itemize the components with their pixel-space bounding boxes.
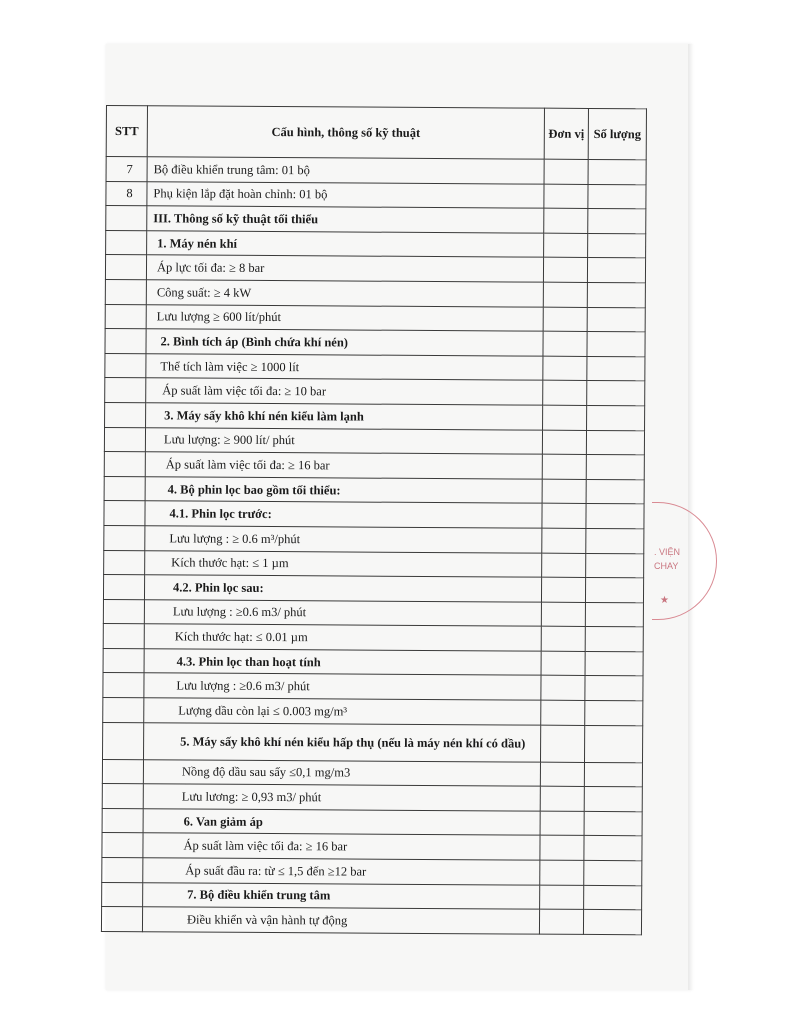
row-unit bbox=[540, 860, 584, 885]
row-qty bbox=[584, 860, 642, 885]
table-row bbox=[103, 673, 643, 701]
row-spec-text: 5. Máy sấy khô khí nén kiểu hấp thụ (nếu là máy nén khí có dầu) bbox=[144, 722, 541, 761]
row-unit bbox=[540, 786, 584, 811]
row-unit bbox=[542, 553, 586, 578]
row-unit bbox=[542, 430, 586, 455]
row-stt: 7 bbox=[106, 157, 147, 182]
row-qty bbox=[588, 184, 646, 209]
row-qty bbox=[584, 787, 642, 812]
row-qty bbox=[585, 627, 643, 652]
row-stt bbox=[105, 304, 146, 329]
table-row bbox=[104, 427, 644, 455]
row-unit bbox=[543, 331, 587, 356]
row-stt bbox=[102, 808, 143, 833]
table-row bbox=[106, 157, 646, 185]
row-spec-text: 2. Bình tích áp (Bình chứa khí nén) bbox=[146, 329, 543, 356]
row-qty bbox=[588, 159, 646, 184]
row-qty bbox=[587, 258, 645, 283]
row-unit bbox=[541, 651, 585, 676]
row-spec-text: Lưu lượng : ≥0.6 m3/ phút bbox=[144, 673, 541, 700]
table-row bbox=[105, 329, 645, 357]
row-unit bbox=[540, 762, 584, 787]
table-row bbox=[103, 575, 643, 603]
table-row bbox=[104, 476, 644, 504]
row-spec-text: 7. Bộ điều khiển trung tâm bbox=[143, 882, 540, 909]
table-row bbox=[105, 304, 645, 332]
row-spec-text: III. Thông số kỹ thuật tối thiểu bbox=[147, 206, 544, 233]
spec-table bbox=[101, 105, 647, 935]
row-unit bbox=[544, 233, 588, 258]
table-row bbox=[102, 882, 642, 910]
row-unit bbox=[543, 381, 587, 406]
stamp-text-2: CHAY bbox=[654, 561, 679, 571]
row-spec-text: 1. Máy nén khí bbox=[147, 231, 544, 258]
row-qty bbox=[586, 430, 644, 455]
header-qty: Số lượng bbox=[588, 108, 646, 159]
table-row bbox=[102, 858, 642, 886]
row-qty bbox=[585, 602, 643, 627]
row-qty bbox=[587, 381, 645, 406]
row-stt bbox=[105, 378, 146, 403]
table-row bbox=[106, 181, 646, 209]
stamp-text-1: . VIỆN bbox=[654, 547, 681, 557]
row-unit bbox=[543, 282, 587, 307]
row-stt bbox=[104, 525, 145, 550]
row-unit bbox=[544, 159, 588, 184]
row-qty bbox=[584, 725, 642, 762]
table-row bbox=[103, 722, 643, 762]
table-body bbox=[101, 157, 646, 935]
row-spec-text: 4.1. Phin lọc trước: bbox=[145, 501, 542, 528]
row-qty bbox=[587, 307, 645, 332]
row-stt bbox=[101, 907, 142, 932]
row-qty bbox=[583, 910, 641, 935]
row-spec-text: Lưu lương: ≥ 0,93 m3/ phút bbox=[143, 784, 540, 811]
row-qty bbox=[585, 651, 643, 676]
row-spec-text: Kích thước hạt: ≤ 1 µm bbox=[145, 550, 542, 577]
table-row bbox=[101, 907, 641, 935]
row-spec-text: Áp suất làm việc tối đa: ≥ 16 bar bbox=[145, 452, 542, 479]
header-spec: Cấu hình, thông số kỹ thuật bbox=[147, 106, 544, 159]
table-row bbox=[102, 808, 642, 836]
row-qty bbox=[585, 578, 643, 603]
row-unit bbox=[541, 700, 585, 725]
table-row bbox=[104, 501, 644, 529]
row-stt bbox=[105, 402, 146, 427]
row-stt bbox=[102, 759, 143, 784]
table-row bbox=[104, 525, 644, 553]
row-spec-text: Nồng độ dầu sau sấy ≤0,1 mg/m3 bbox=[143, 759, 540, 786]
row-spec-text: Lượng dầu còn lại ≤ 0.003 mg/m³ bbox=[144, 698, 541, 725]
row-stt bbox=[102, 833, 143, 858]
table-row bbox=[102, 784, 642, 812]
row-qty bbox=[586, 553, 644, 578]
row-spec-text: Điều khiển và vận hành tự động bbox=[142, 907, 539, 934]
row-spec-text: Áp lực tối đa: ≥ 8 bar bbox=[146, 255, 543, 282]
row-qty bbox=[584, 836, 642, 861]
row-spec-text: 4.3. Phin lọc than hoạt tính bbox=[144, 649, 541, 676]
table-row bbox=[102, 759, 642, 787]
row-spec-text: Phụ kiện lắp đặt hoàn chỉnh: 01 bộ bbox=[147, 181, 544, 208]
row-spec-text: Lưu lượng ≥ 600 lít/phút bbox=[146, 304, 543, 331]
row-stt bbox=[103, 673, 144, 698]
row-unit bbox=[543, 307, 587, 332]
table-row bbox=[105, 353, 645, 381]
table-row bbox=[105, 402, 645, 430]
row-stt bbox=[103, 648, 144, 673]
row-qty bbox=[586, 455, 644, 480]
row-stt bbox=[102, 882, 143, 907]
row-stt: 8 bbox=[106, 181, 147, 206]
table-row bbox=[106, 230, 646, 258]
row-unit bbox=[542, 454, 586, 479]
row-unit bbox=[541, 676, 585, 701]
row-stt bbox=[102, 858, 143, 883]
table-row bbox=[102, 833, 642, 861]
row-spec-text: Lưu lượng : ≥ 0.6 m³/phút bbox=[145, 526, 542, 553]
row-stt bbox=[106, 206, 147, 231]
row-stt bbox=[105, 255, 146, 280]
row-unit bbox=[542, 479, 586, 504]
row-stt bbox=[104, 427, 145, 452]
row-qty bbox=[588, 209, 646, 234]
row-qty bbox=[587, 356, 645, 381]
row-spec-text: Lưu lượng: ≥ 900 lít/ phút bbox=[145, 427, 542, 454]
row-unit bbox=[542, 528, 586, 553]
row-spec-text: Lưu lượng : ≥0.6 m3/ phút bbox=[144, 599, 541, 626]
table-row bbox=[106, 206, 646, 234]
row-unit bbox=[540, 811, 584, 836]
row-unit bbox=[540, 725, 584, 762]
row-stt bbox=[103, 599, 144, 624]
row-unit bbox=[543, 258, 587, 283]
row-qty bbox=[584, 762, 642, 787]
table-row bbox=[105, 255, 645, 283]
row-stt bbox=[104, 452, 145, 477]
row-stt bbox=[102, 784, 143, 809]
row-qty bbox=[584, 811, 642, 836]
row-unit bbox=[541, 602, 585, 627]
row-unit bbox=[544, 208, 588, 233]
row-qty bbox=[588, 233, 646, 258]
row-stt bbox=[104, 501, 145, 526]
row-qty bbox=[585, 676, 643, 701]
table-row bbox=[105, 378, 645, 406]
row-unit bbox=[542, 503, 586, 528]
row-qty bbox=[584, 885, 642, 910]
header-stt: STT bbox=[106, 106, 147, 157]
row-stt bbox=[105, 329, 146, 354]
row-stt bbox=[104, 550, 145, 575]
row-qty bbox=[587, 282, 645, 307]
row-spec-text: Thể tích làm việc ≥ 1000 lít bbox=[146, 353, 543, 380]
row-unit bbox=[539, 909, 583, 934]
row-spec-text: Áp suất làm việc tối đa: ≥ 16 bar bbox=[143, 833, 540, 860]
row-spec-text: 6. Van giảm áp bbox=[143, 809, 540, 836]
row-spec-text: 4. Bộ phin lọc bao gồm tối thiểu: bbox=[145, 476, 542, 503]
row-unit bbox=[541, 577, 585, 602]
row-qty bbox=[587, 405, 645, 430]
table-row bbox=[103, 698, 643, 726]
row-qty bbox=[586, 528, 644, 553]
table-row bbox=[103, 599, 643, 627]
row-unit bbox=[540, 836, 584, 861]
header-unit: Đơn vị bbox=[544, 108, 588, 159]
row-spec-text: Công suất: ≥ 4 kW bbox=[146, 280, 543, 307]
row-spec-text: 4.2. Phin lọc sau: bbox=[144, 575, 541, 602]
row-stt bbox=[103, 575, 144, 600]
red-stamp bbox=[652, 502, 717, 620]
row-stt bbox=[103, 624, 144, 649]
row-spec-text: Áp suất làm việc tối đa: ≥ 10 bar bbox=[146, 378, 543, 405]
row-stt bbox=[104, 476, 145, 501]
row-unit bbox=[541, 626, 585, 651]
row-qty bbox=[586, 479, 644, 504]
table-row bbox=[104, 452, 644, 480]
table-row bbox=[103, 648, 643, 676]
table-row bbox=[104, 550, 644, 578]
table-row bbox=[103, 624, 643, 652]
row-unit bbox=[543, 356, 587, 381]
row-unit bbox=[543, 405, 587, 430]
table-header-row bbox=[106, 106, 646, 160]
row-qty bbox=[586, 504, 644, 529]
row-stt bbox=[105, 279, 146, 304]
row-unit bbox=[544, 184, 588, 209]
row-stt bbox=[106, 230, 147, 255]
row-spec-text: Bộ điều khiển trung tâm: 01 bộ bbox=[147, 157, 544, 184]
row-stt bbox=[103, 722, 144, 759]
row-stt bbox=[105, 353, 146, 378]
row-spec-text: 3. Máy sấy khô khí nén kiểu làm lạnh bbox=[146, 403, 543, 430]
row-spec-text: Kích thước hạt: ≤ 0.01 µm bbox=[144, 624, 541, 651]
stamp-star-icon: ★ bbox=[660, 595, 669, 606]
row-spec-text: Áp suất đầu ra: từ ≤ 1,5 đến ≥12 bar bbox=[143, 858, 540, 885]
row-unit bbox=[540, 885, 584, 910]
row-stt bbox=[103, 698, 144, 723]
table-row bbox=[105, 279, 645, 307]
row-qty bbox=[585, 700, 643, 725]
row-qty bbox=[587, 332, 645, 357]
